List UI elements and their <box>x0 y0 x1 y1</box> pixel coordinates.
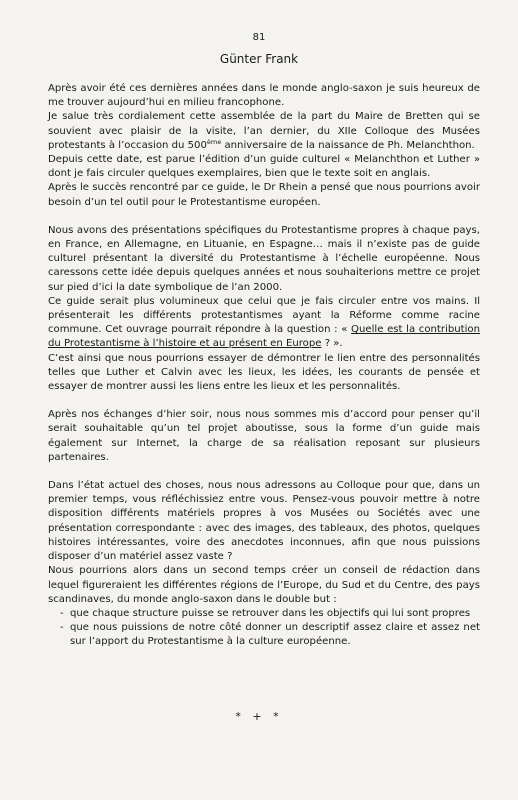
paragraph: Après nos échanges d’hier soir, nous nous sommes mis d’accord pour penser qu’il serait souhaitable qu’un tel projet aboutisse, sous la forme d’un guide mais également sur Internet, la charge de sa réalisation reposant sur plusieurs partenaires. <box>48 409 480 463</box>
paragraph: Ce guide serait plus volumineux que celui que je fais circuler entre vos mains. Il présenterait les différents protestantismes ayant la Réforme comme racine commune. Cet ouvrage pourrait répondre à la question : « Quelle est la contribution du Protestantisme à l’histoire et au présent en Europe ? ». <box>48 295 480 350</box>
paragraph: C’est ainsi que nous pourrions essayer de démontrer le lien entre des personnalités telles que Luther et Calvin avec les lieux, les idées, les courants de pensée et essayer de montrer aussi les liens entre les lieux et les personnalités. <box>48 352 480 393</box>
paragraph: Nous pourrions alors dans un second temps créer un conseil de rédaction dans lequel figureraient les différentes régions de l’Europe, du Sud et du Centre, des pays scandinaves, du monde anglo-saxon dans le double but : <box>48 565 480 605</box>
paragraph: Nous avons des présentations spécifiques du Protestantisme propres à chaque pays, en France, en Allemagne, en Lituanie, en Espagne… mais il n’existe pas de guide culturel présentant la diversité du Protestantisme à l’échelle européenne. Nous caressons cette idée depuis quelques années et nous souhaiterions mettre ce projet sur pied d’ici la date symbolique de l’an 2000. <box>48 224 480 293</box>
page-number: 81 <box>252 32 266 43</box>
paragraph: Depuis cette date, est parue l’édition d’un guide culturel « Melanchthon et Luther » dont je fais circuler quelques exemplaires, bien que le texte soit en anglais. <box>48 154 480 180</box>
paragraph-gap <box>48 394 480 408</box>
paragraph-gap <box>48 465 480 479</box>
underlined-question: Quelle est la contribution du Protestantisme à l’histoire et au présent en Europe <box>48 324 480 350</box>
paragraph: Après le succès rencontré par ce guide, le Dr Rhein a pensé que nous pourrions avoir besoin d’un tel outil pour le Protestantisme européen. <box>48 182 480 208</box>
paragraph: Après avoir été ces dernières années dans le monde anglo-saxon je suis heureux de me trouver aujourd’hui en milieu francophone. <box>48 83 480 109</box>
body-text <box>48 82 480 650</box>
section-separator: * + * <box>235 710 283 723</box>
paragraph: Dans l’état actuel des choses, nous nous adressons au Colloque pour que, dans un premier temps, vous réfléchissiez entre vous. Pensez-vous pouvoir mettre à notre disposition différents matériels propres à vos Musées ou Sociétés avec une présentation correspondante : avec des images, des tableaux, des photos, quelques histoires intéressantes, voire des anecdotes inconnues, afin que nous puissions disposer d’un matériel assez vaste ? <box>48 480 480 563</box>
author-heading: Günter Frank <box>219 52 299 66</box>
paragraph: Je salue très cordialement cette assemblée de la part du Maire de Bretten qui se souvient avec plaisir de la visite, l’an dernier, du XIIe Colloque des Musées protestants à l’occasion du 500ème anniversaire de la naissance de Ph. Melanchthon. <box>48 111 480 151</box>
bullet-list <box>48 607 480 650</box>
paragraph-gap <box>48 210 480 224</box>
list-item: - que chaque structure puisse se retrouver dans les objectifs qui lui sont propres <box>48 607 480 621</box>
list-item: - que nous puissions de notre côté donner un descriptif assez claire et assez net sur l’apport du Protestantisme à la culture européenne. <box>48 621 480 649</box>
